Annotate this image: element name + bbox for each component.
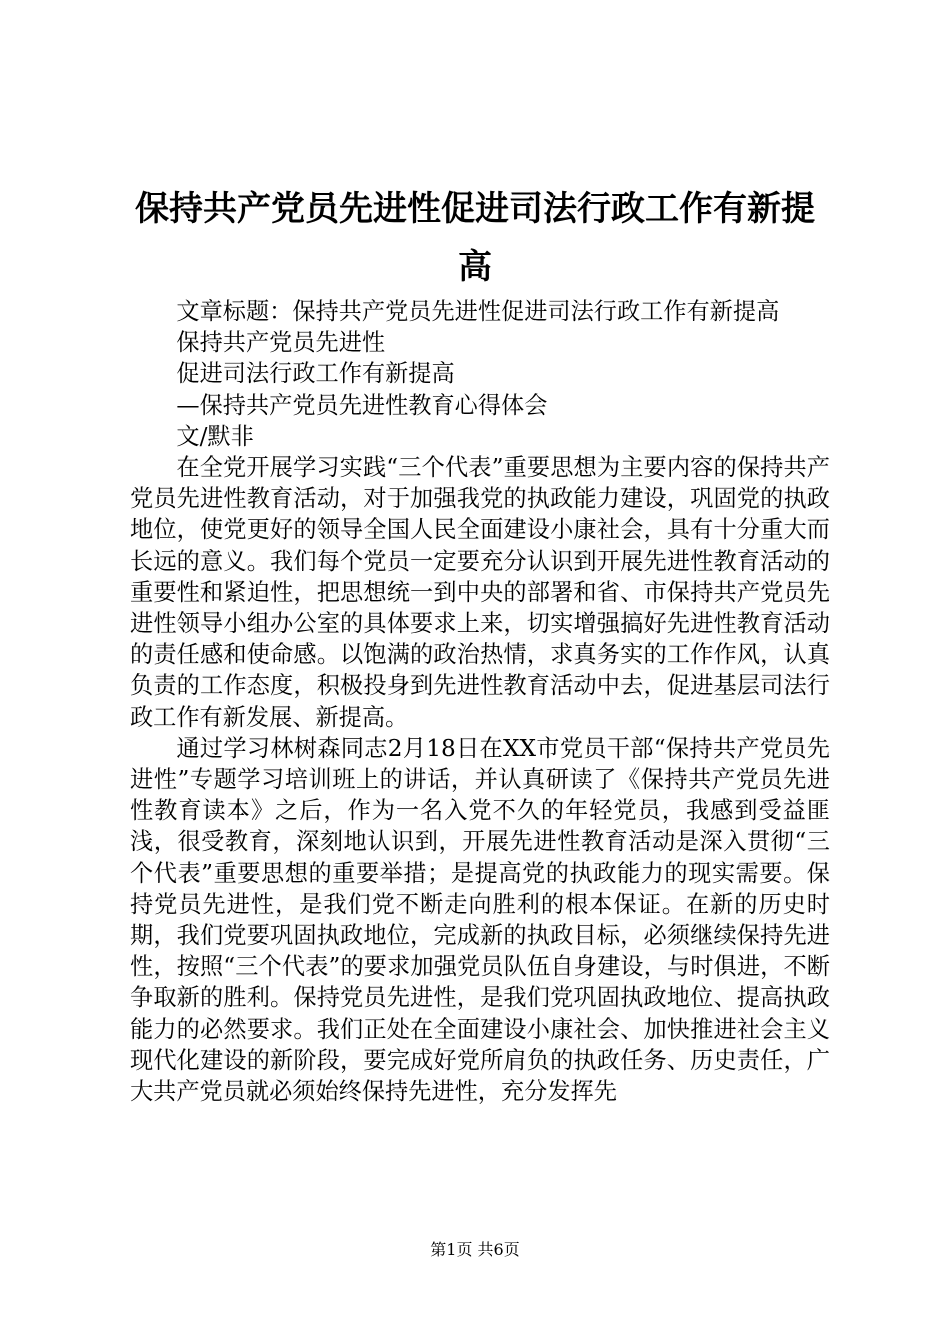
heading-line-1: 保持共产党员先进性: [176, 329, 386, 357]
page-footer: 第1页 共6页: [430, 1240, 520, 1259]
article-title-line: 文章标题：保持共产党员先进性促进司法行政工作有新提高: [176, 298, 780, 325]
subtitle-line: —保持共产党员先进性教育心得体会: [176, 391, 548, 419]
body-paragraph: 通过学习林树森同志2月18日在XX市党员干部“保持共产党员先进性”专题学习培训班上的讲话，并认真研读了《保持共产党员先进性教育读本》之后，作为一名入党不久的年轻党员，我感到受益匪浅，很受教育，深刻地认识到，开展先进性教育活动是深入贯彻“三个代表”重要思想的重要举措；是提高党的执政能力的现实需要。保持党员先进性，是我们党不断走向胜利的根本保证。在新的历史时期，我们党要巩固执政地位，完成新的执政目标，必须继续保持先进性，按照“三个代表”的要求加强党员队伍自身建设，与时俱进，不断争取新的胜利。保持党员先进性，是我们党巩固执政地位、提高执政能力的必然要求。我们正处在全面建设小康社会、加快推进社会主义现代化建设的新阶段，要完成好党所肩负的执政任务、历史责任，广大共产党员就必须始终保持先进性，充分发挥先: [130, 734, 830, 1106]
heading-line-2: 促进司法行政工作有新提高: [176, 360, 455, 388]
document-body: [130, 296, 830, 1107]
document-title: 保持共产党员先进性促进司法行政工作有新提高: [135, 189, 815, 287]
author-line: 文/默非: [176, 422, 254, 450]
body-paragraph: 在全党开展学习实践“三个代表”重要思想为主要内容的保持共产党员先进性教育活动，对于加强我党的执政能力建设，巩固党的执政地位，使党更好的领导全国人民全面建设小康社会，具有十分重大而长远的意义。我们每个党员一定要充分认识到开展先进性教育活动的重要性和紧迫性，把思想统一到中央的部署和省、市保持共产党员先进性领导小组办公室的具体要求上来，切实增强搞好先进性教育活动的责任感和使命感。以饱满的政治热情，求真务实的工作作风，认真负责的工作态度，积极投身到先进性教育活动中去，促进基层司法行政工作有新发展、新提高。: [130, 454, 830, 731]
